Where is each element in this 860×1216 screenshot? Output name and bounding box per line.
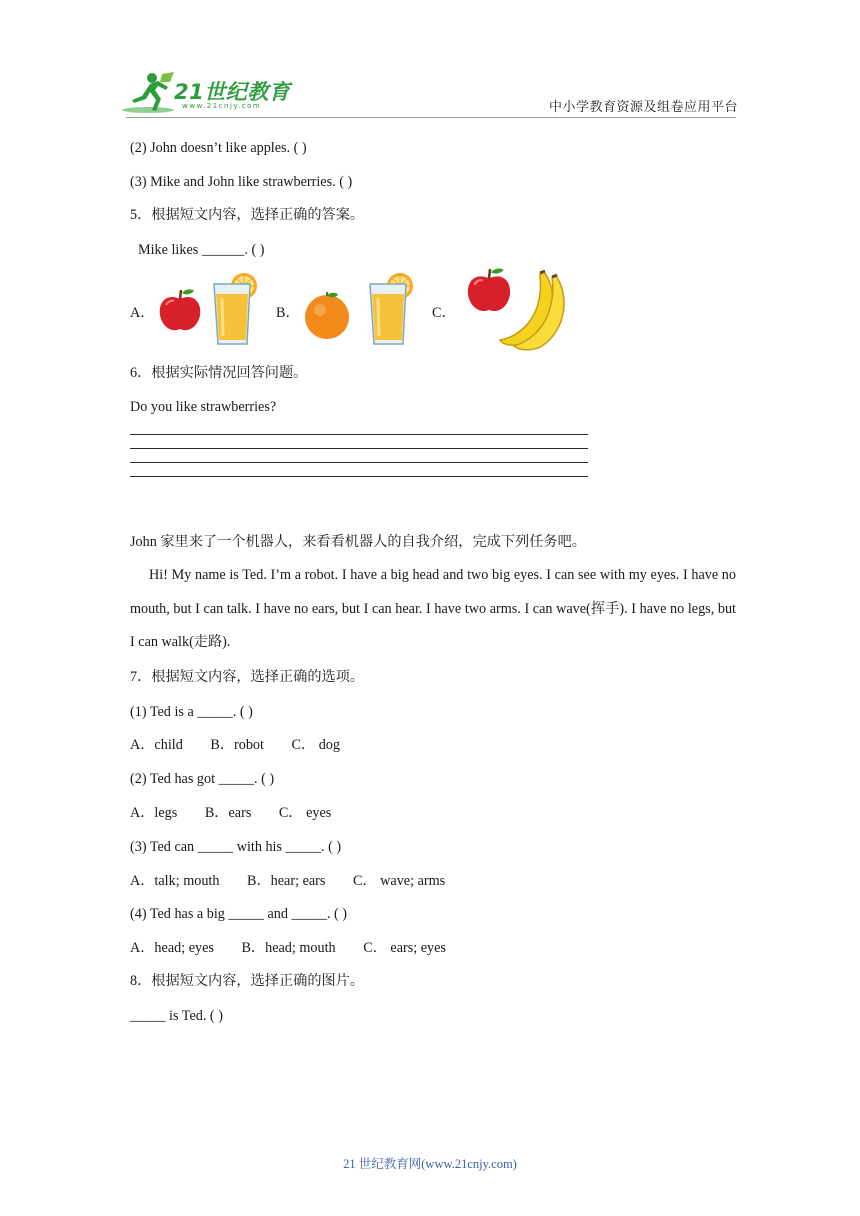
q7-item-4-options bbox=[130, 939, 446, 957]
q7-item-1-options bbox=[130, 736, 340, 754]
option-a: A．talk; mouth bbox=[130, 873, 220, 889]
q7-item-3-options bbox=[130, 872, 445, 890]
answer-line bbox=[130, 476, 588, 477]
option-a: A．child bbox=[130, 737, 183, 753]
q7-item-2-options bbox=[130, 804, 331, 822]
option-c: C． ears; eyes bbox=[363, 940, 446, 956]
option-c: C． eyes bbox=[278, 805, 332, 821]
option-c: C． dog bbox=[291, 737, 340, 753]
option-b: B．head; mouth bbox=[241, 940, 336, 956]
juice-glass-icon bbox=[210, 270, 260, 348]
passage-intro: John 家里来了一个机器人，来看看机器人的自我介绍，完成下列任务吧。 bbox=[130, 534, 586, 550]
option-c: C． wave; arms bbox=[352, 873, 446, 889]
answer-line bbox=[130, 462, 588, 463]
juice-glass-icon bbox=[366, 270, 416, 348]
q5-instruction: 5．根据短文内容，选择正确的答案。 bbox=[130, 207, 365, 223]
q7-item-2-stem: (2) Ted has got _____. ( ) bbox=[130, 771, 275, 787]
orange-icon bbox=[302, 290, 352, 340]
page-footer: 21 世纪教育网(www.21cnjy.com) bbox=[343, 1157, 517, 1171]
option-a: A．legs bbox=[130, 805, 178, 821]
header-divider bbox=[126, 117, 736, 118]
answer-line bbox=[130, 448, 588, 449]
q6-instruction: 6．根据实际情况回答问题。 bbox=[130, 365, 308, 381]
q4-item-2: (2) John doesn’t like apples. ( ) bbox=[130, 140, 307, 156]
logo-text: 21世纪教育 bbox=[174, 80, 291, 104]
option-a: A．head; eyes bbox=[130, 940, 214, 956]
q7-item-1-stem: (1) Ted is a _____. ( ) bbox=[130, 704, 253, 720]
q8-instruction: 8．根据短文内容，选择正确的图片。 bbox=[130, 973, 365, 989]
q7-item-3-stem: (3) Ted can _____ with his _____. ( ) bbox=[130, 839, 342, 855]
q6-question: Do you like strawberries? bbox=[130, 399, 277, 415]
q5-stem: Mike likes ______. ( ) bbox=[138, 242, 265, 258]
passage-text: Hi! My name is Ted. I’m a robot. I have a big head and two big eyes. I can see with my eyes. I have no mouth, but I can talk. I have no ears, but I can hear. I have two arms. I can wave(挥手). I have no legs, but I can walk(走路). bbox=[130, 567, 736, 650]
banana-icon bbox=[496, 270, 572, 352]
q4-item-3: (3) Mike and John like strawberries. ( ) bbox=[130, 174, 353, 190]
runner-icon bbox=[122, 70, 178, 116]
option-b: B．robot bbox=[210, 737, 264, 753]
option-b: B．ears bbox=[204, 805, 252, 821]
logo-url: www.21cnjy.com bbox=[182, 102, 262, 110]
q8-stem: _____ is Ted. ( ) bbox=[130, 1008, 223, 1024]
option-b: B．hear; ears bbox=[247, 873, 326, 889]
apple-icon bbox=[156, 287, 204, 335]
site-logo bbox=[122, 70, 292, 116]
q5-option-a-label: A． bbox=[130, 305, 155, 321]
q5-option-b-label: B． bbox=[276, 305, 300, 321]
platform-title: 中小学教育资源及组卷应用平台 bbox=[549, 99, 739, 114]
answer-line bbox=[130, 434, 588, 435]
q5-option-c-label: C． bbox=[432, 305, 456, 321]
q7-item-4-stem: (4) Ted has a big _____ and _____. ( ) bbox=[130, 906, 348, 922]
q7-instruction: 7．根据短文内容，选择正确的选项。 bbox=[130, 669, 365, 685]
